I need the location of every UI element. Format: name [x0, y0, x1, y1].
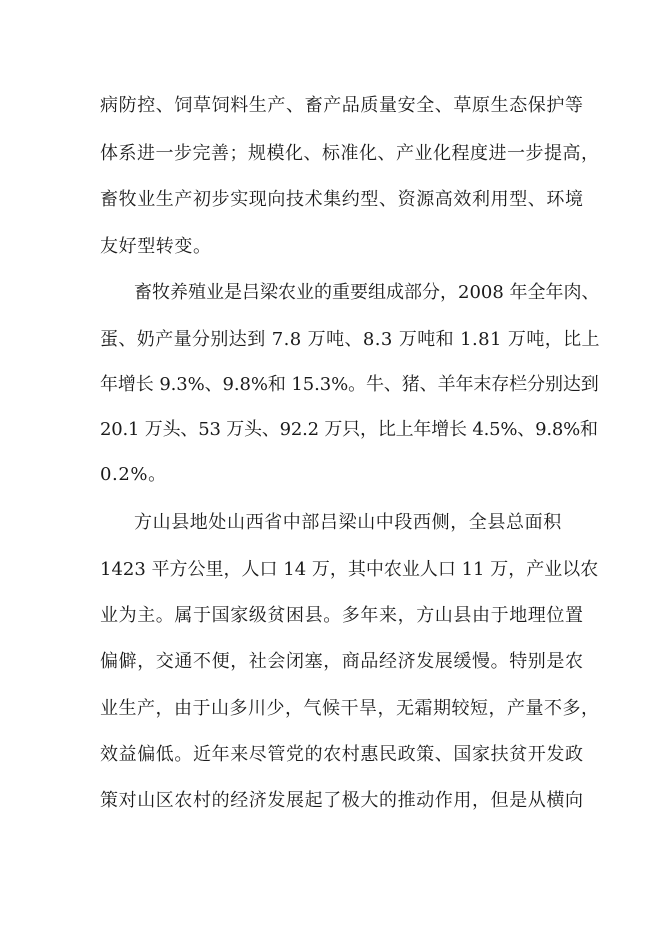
text-line: 畜牧业生产初步实现向技术集约型、资源高效利用型、环境 [100, 189, 584, 210]
text-line: 效益偏低。近年来尽管党的农村惠民政策、国家扶贫开发政 [100, 744, 584, 765]
text-line: 年增长 9.3%、9.8%和 15.3%。牛、猪、羊年末存栏分别达到 [100, 374, 599, 395]
text-line: 体系进一步完善；规模化、标准化、产业化程度进一步提高， [100, 143, 600, 164]
text-line: 蛋、奶产量分别达到 7.8 万吨、8.3 万吨和 1.81 万吨，比上 [100, 329, 600, 350]
text-line: 业为主。属于国家级贫困县。多年来，方山县由于地理位置 [100, 605, 584, 626]
text-line: 偏僻，交通不便，社会闭塞，商品经济发展缓慢。特别是农 [100, 651, 584, 672]
text-line: 策对山区农村的经济发展起了极大的推动作用，但是从横向 [100, 790, 584, 811]
text-line: 畜牧养殖业是吕梁农业的重要组成部分，2008 年全年肉、 [134, 282, 600, 303]
text-line: 1423 平方公里，人口 14 万，其中农业人口 11 万，产业以农 [100, 559, 599, 580]
text-line: 0.2%。 [100, 464, 167, 485]
text-line: 业生产，由于山多川少，气候干旱，无霜期较短，产量不多， [100, 698, 600, 719]
text-line: 方山县地处山西省中部吕梁山中段西侧，全县总面积 [134, 512, 562, 533]
text-line: 病防控、饲草饲料生产、畜产品质量安全、草原生态保护等 [100, 95, 584, 116]
text-line: 友好型转变。 [100, 236, 212, 257]
text-line: 20.1 万头、53 万头、92.2 万只，比上年增长 4.5%、9.8%和 [100, 419, 598, 440]
